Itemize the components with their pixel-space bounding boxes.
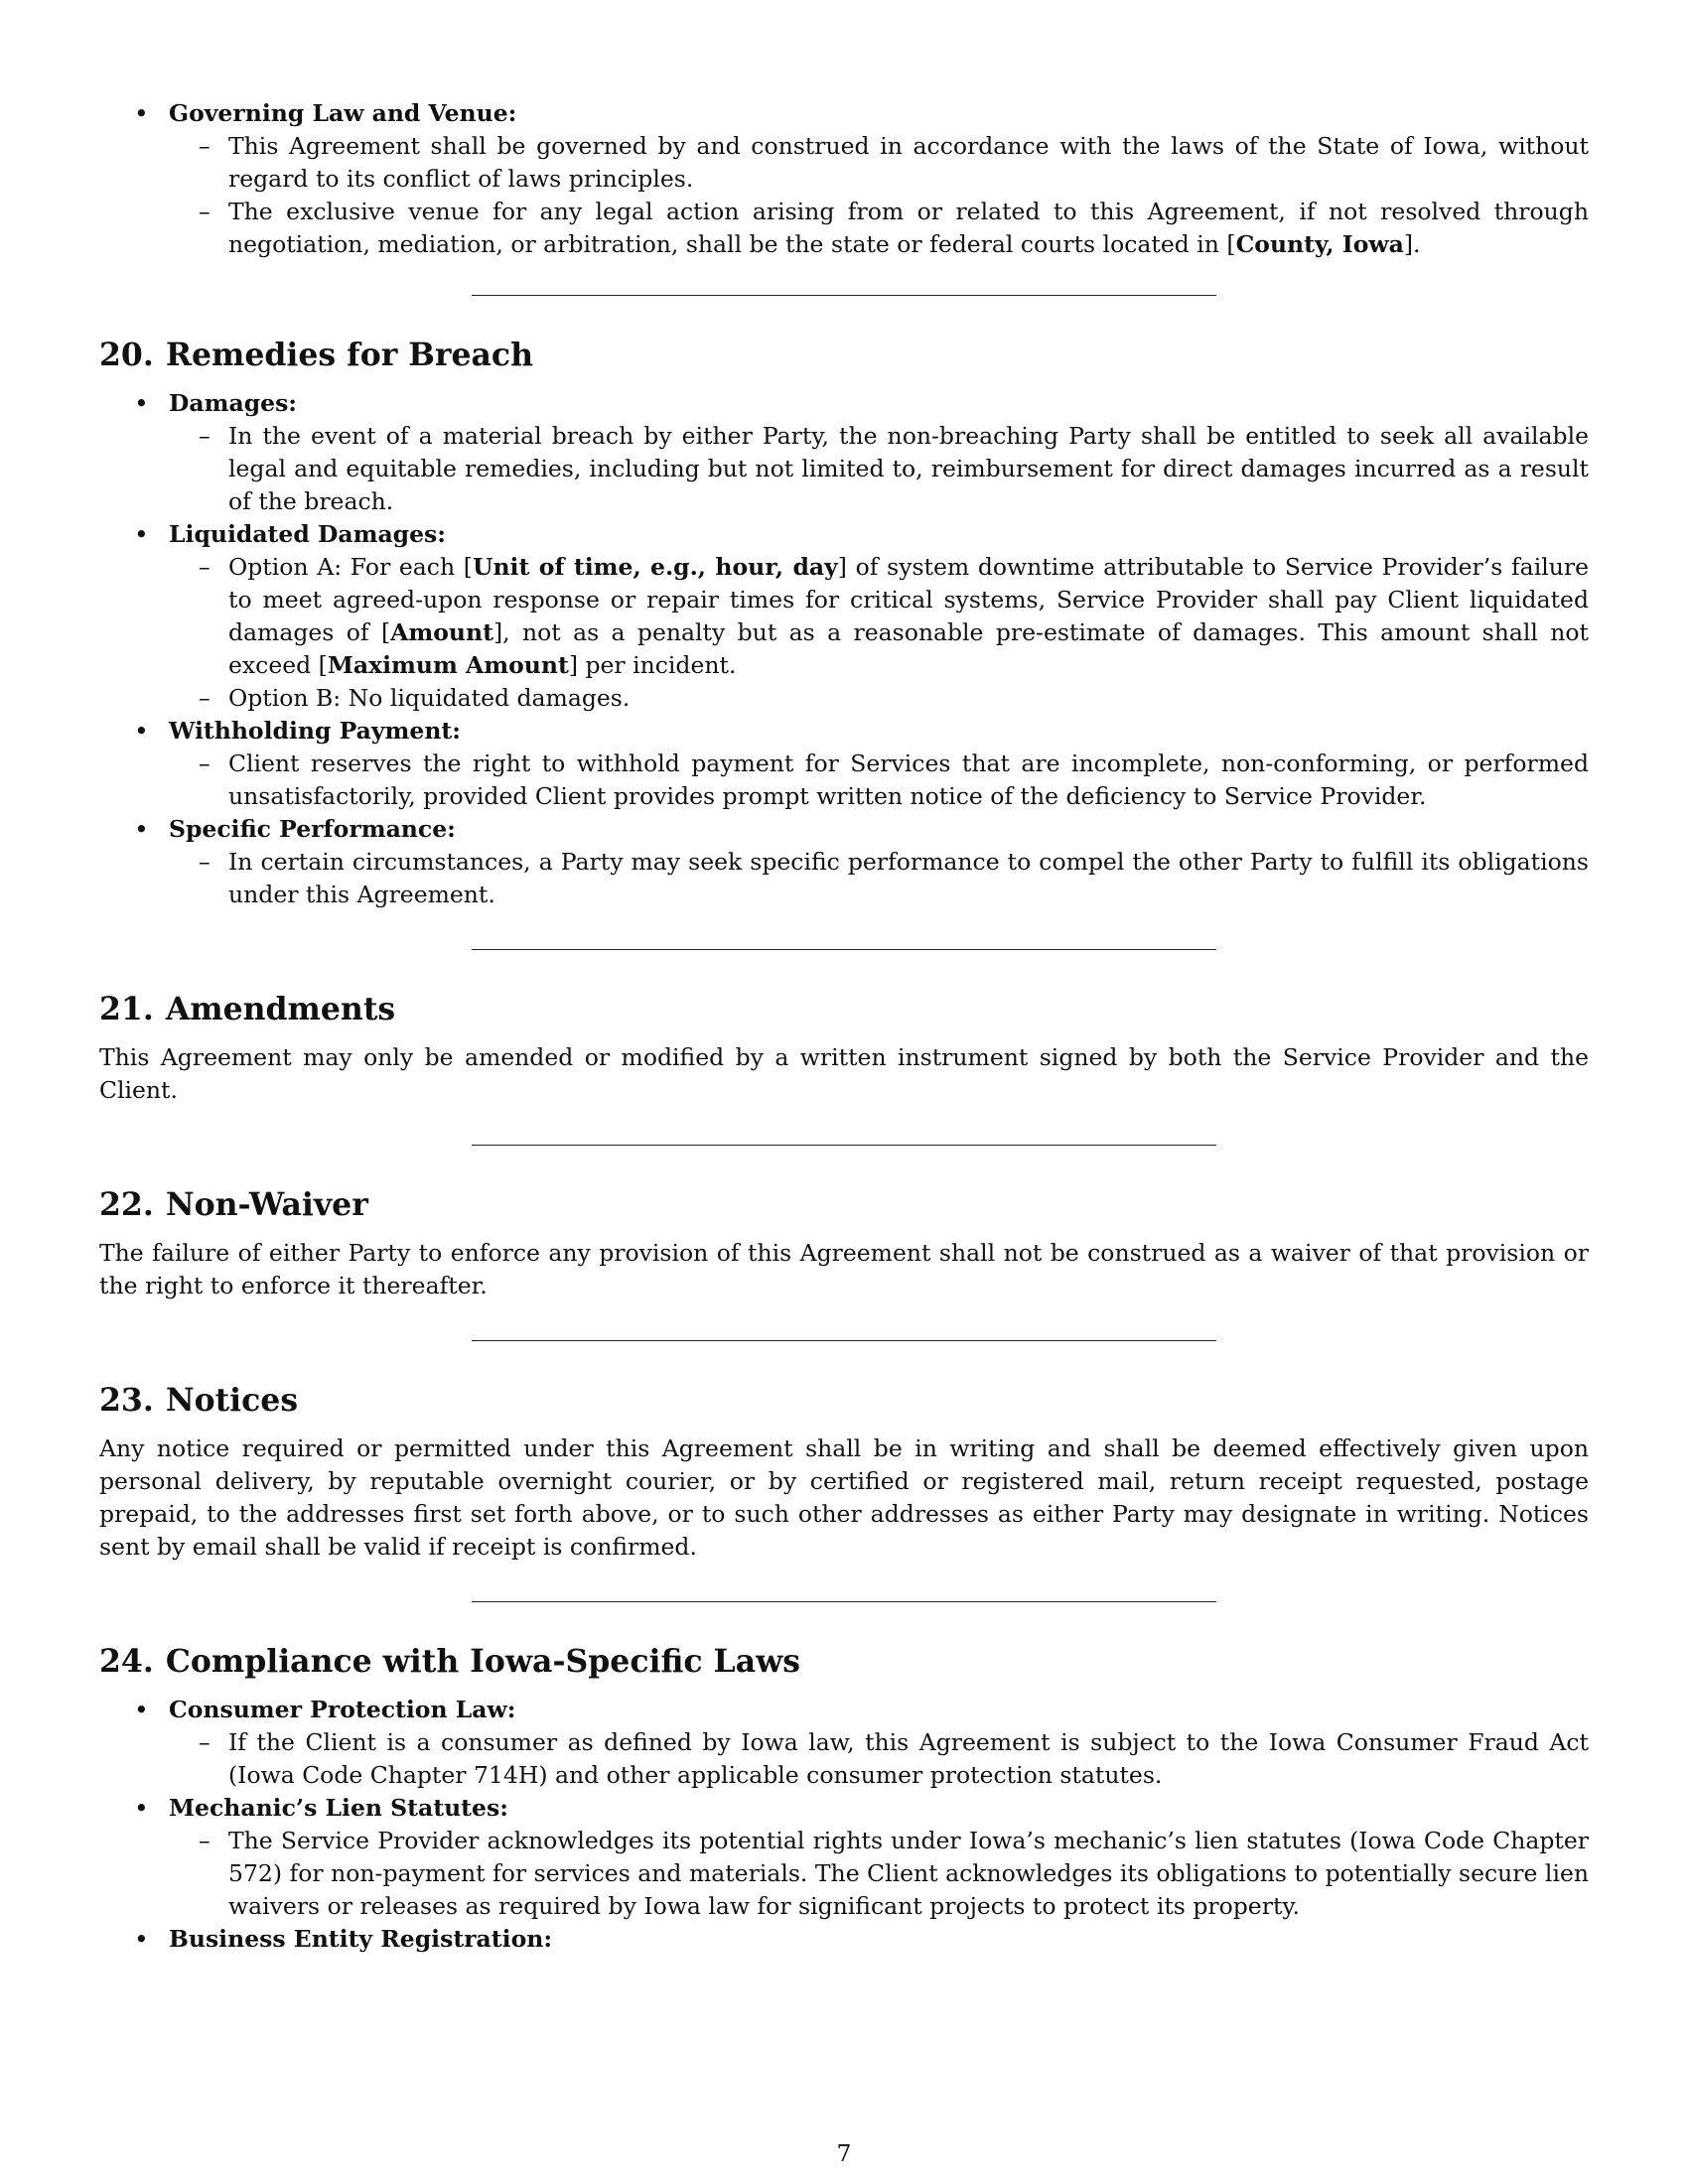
placeholder-term: Unit of time, e.g., hour, day — [472, 553, 838, 581]
sub-item: – In the event of a material breach by either Party, the non-breaching Party shall be entitled to seek all available legal and equitable remedies, including but not limited to, reimbursement for direct damages incurred as a result of the breach. — [169, 420, 1589, 518]
section-divider — [472, 1145, 1216, 1146]
section-body: Any notice required or permitted under this Agreement shall be in writing and shall be deemed effectively given upon personal delivery, by reputable overnight courier, or by certified or registered mail, return receipt requested, postage prepaid, to the addresses first set forth above, or to such other addresses as either Party may designate in writing. Notices sent by email shall be valid if receipt is confirmed. — [99, 1434, 1589, 1561]
section-divider — [472, 1340, 1216, 1341]
section-divider — [472, 295, 1216, 296]
sub-item: – Option B: No liquidated damages. — [169, 682, 1589, 715]
section-heading-20: 20. Remedies for Breach — [99, 337, 534, 373]
remedies-list — [99, 387, 1589, 911]
section-body: This Agreement may only be amended or modified by a written instrument signed by both the Service Provider and the Client. — [99, 1043, 1589, 1104]
sub-item: – The exclusive venue for any legal action arising from or related to this Agreement, if not resolved through negotiation, mediation, or arbitration, shall be the state or federal courts located in [County, Iowa]. — [169, 196, 1589, 261]
list-item: • Withholding Payment: – Client reserves the right to withhold payment for Services that are incomplete, non-conforming, or performed unsatisfactorily, provided Client provides prompt written notice of the deficiency to Service Provider. — [99, 715, 1589, 813]
placeholder-term: County, Iowa — [1235, 230, 1404, 258]
sub-item: – Option A: For each [Unit of time, e.g., hour, day] of system downtime attributable to Service Provider’s failure to meet agreed-upon response or repair times for critical systems, Service Provider shall pay Client liquidated damages of [Amount], not as a penalty but as a reasonable pre-estimate of damages. This amount shall not exceed [Maximum Amount] per incident. — [169, 551, 1589, 682]
sub-item: – Client reserves the right to withhold payment for Services that are incomplete, non-conforming, or performed unsatisfactorily, provided Client provides prompt written notice of the deficiency to Service Provider. — [169, 748, 1589, 813]
sub-item: – The Service Provider acknowledges its potential rights under Iowa’s mechanic’s lien statutes (Iowa Code Chapter 572) for non-payment for services and materials. The Client acknowledges its obligations to potentially secure lien waivers or releases as required by Iowa law for significant projects to protect its property. — [169, 1825, 1589, 1923]
governing-law-list — [99, 97, 1589, 261]
list-item: • Mechanic’s Lien Statutes: – The Service Provider acknowledges its potential rights under Iowa’s mechanic’s lien statutes (Iowa Code Chapter 572) for non-payment for services and materials. The Client acknowledges its obligations to potentially secure lien waivers or releases as required by Iowa law for significant projects to protect its property. — [99, 1792, 1589, 1923]
list-item: • Consumer Protection Law: – If the Client is a consumer as defined by Iowa law, this Agreement is subject to the Iowa Consumer Fraud Act (Iowa Code Chapter 714H) and other applicable consumer protection statutes. — [99, 1694, 1589, 1792]
page-number: 7 — [836, 2139, 852, 2167]
section-heading-21: 21. Amendments — [99, 991, 396, 1027]
section-divider — [472, 949, 1216, 950]
placeholder-term: Amount — [390, 618, 493, 646]
list-item: • Specific Performance: – In certain circumstances, a Party may seek specific performance to compel the other Party to fulfill its obligations under this Agreement. — [99, 813, 1589, 911]
list-item — [99, 97, 1589, 261]
sub-item: – This Agreement shall be governed by and construed in accordance with the laws of the State of Iowa, without regard to its conflict of laws principles. — [169, 130, 1589, 196]
section-body: The failure of either Party to enforce any provision of this Agreement shall not be construed as a waiver of that provision or the right to enforce it thereafter. — [99, 1239, 1589, 1299]
item-label: Governing Law and Venue: — [169, 99, 517, 127]
section-heading-23: 23. Notices — [99, 1382, 299, 1419]
section-heading-22: 22. Non-Waiver — [99, 1186, 368, 1223]
section-heading-24: 24. Compliance with Iowa-Specific Laws — [99, 1643, 800, 1680]
list-item: • Liquidated Damages: – Option A: For each [Unit of time, e.g., hour, day] of system downtime attributable to Service Provider’s failure to meet agreed-upon response or repair times for critical systems, Service Provider shall pay Client liquidated damages of [Amount], not as a penalty but as a reasonable pre-estimate of damages. This amount shall not exceed [Maximum Amount] per incident. – Option B: No liquidated damages. — [99, 518, 1589, 715]
iowa-compliance-list — [99, 1694, 1589, 1956]
placeholder-term: Maximum Amount — [327, 651, 569, 679]
list-item: • Business Entity Registration: — [99, 1923, 1589, 1956]
sub-item: – In certain circumstances, a Party may seek specific performance to compel the other Party to fulfill its obligations under this Agreement. — [169, 846, 1589, 911]
section-divider — [472, 1601, 1216, 1602]
sub-item: – If the Client is a consumer as defined by Iowa law, this Agreement is subject to the Iowa Consumer Fraud Act (Iowa Code Chapter 714H) and other applicable consumer protection statutes. — [169, 1726, 1589, 1792]
list-item: • Damages: – In the event of a material breach by either Party, the non-breaching Party shall be entitled to seek all available legal and equitable remedies, including but not limited to, reimbursement for direct damages incurred as a result of the breach. — [99, 387, 1589, 518]
document-page — [99, 97, 1589, 1956]
